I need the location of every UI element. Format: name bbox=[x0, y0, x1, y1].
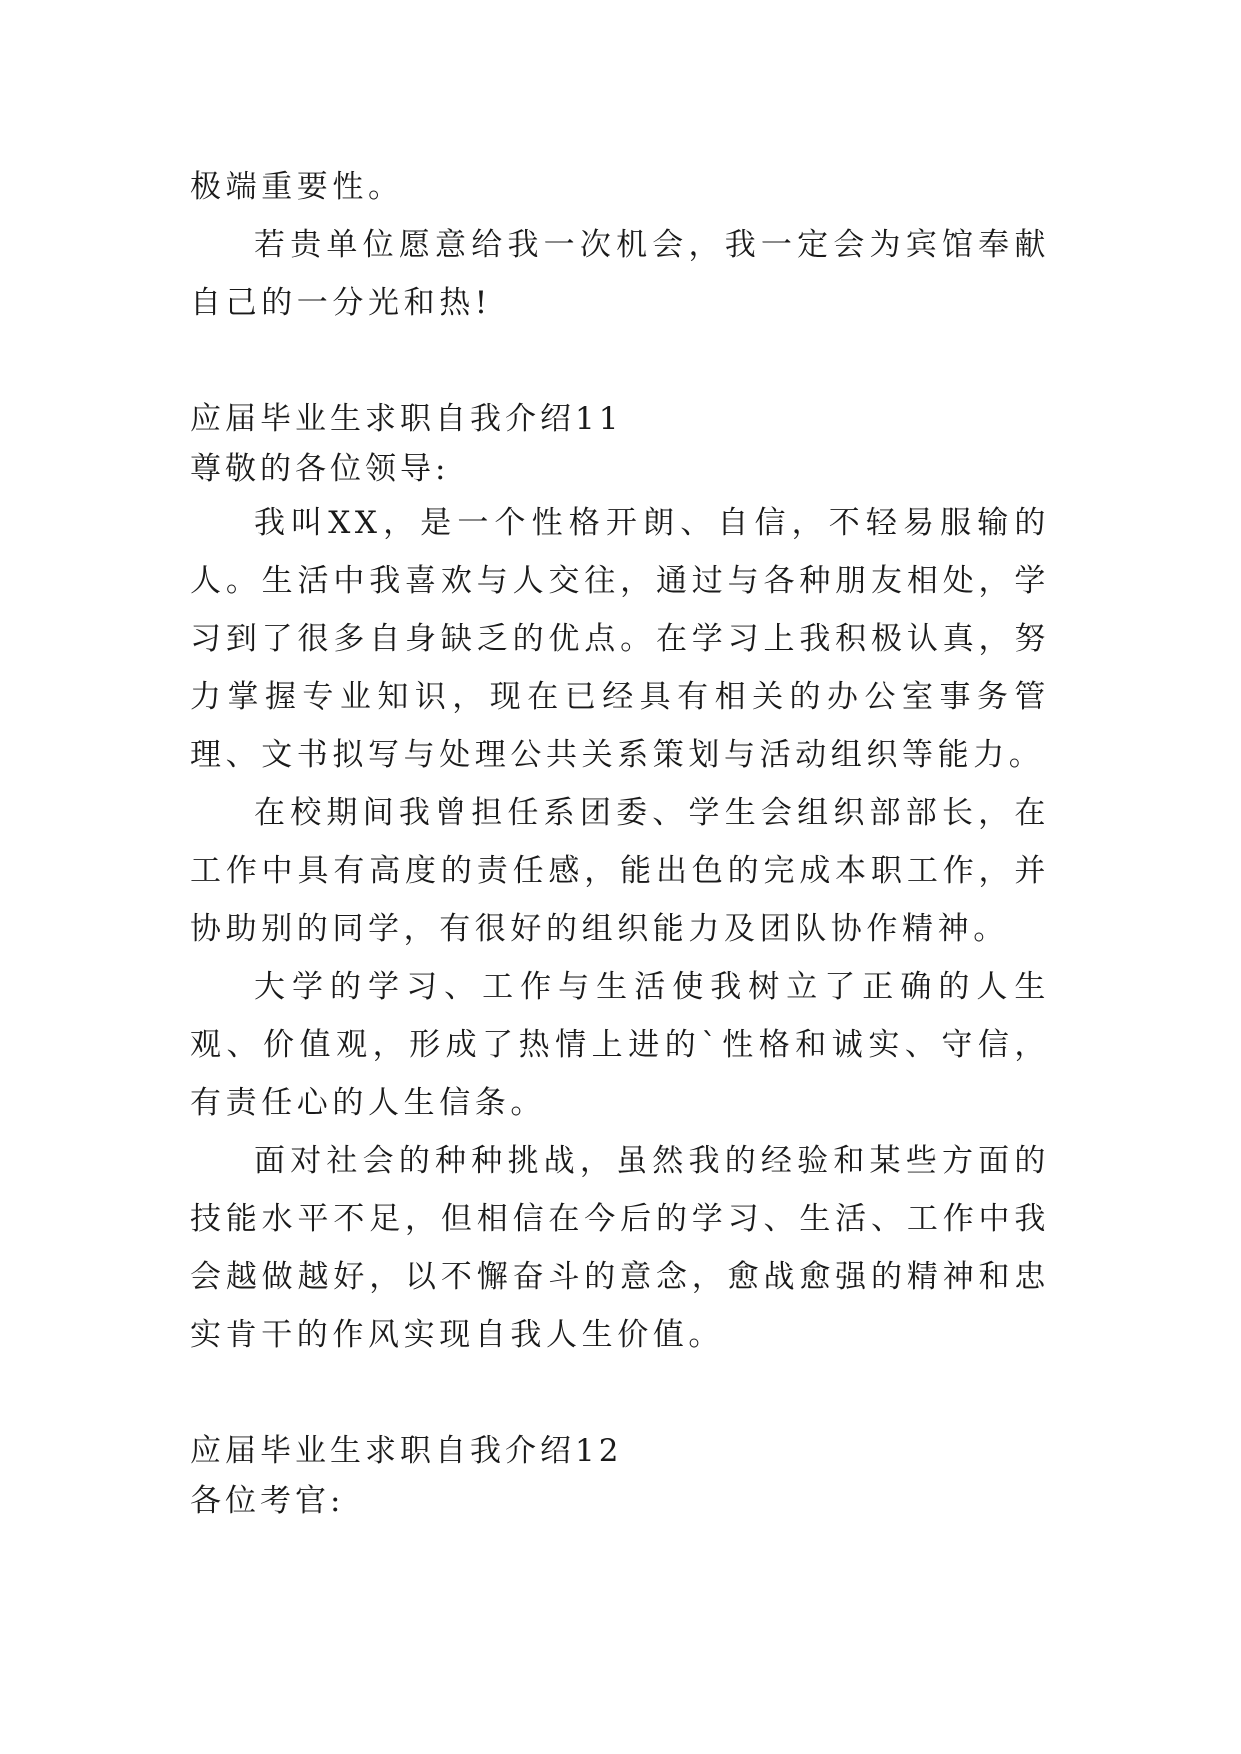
paragraph-challenges: 面对社会的种种挑战，虽然我的经验和某些方面的技能水平不足，但相信在今后的学习、生活、工作中我会越做越好，以不懈奋斗的意念，愈战愈强的精神和忠实肯干的作风实现自我人生价值。 bbox=[190, 1143, 1050, 1353]
section-title-12: 应届毕业生求职自我介绍12 bbox=[190, 1433, 623, 1469]
paragraph-school: 在校期间我曾担任系团委、学生会组织部部长，在工作中具有高度的责任感，能出色的完成本职工作，并协助别的同学，有很好的组织能力及团队协作精神。 bbox=[190, 795, 1050, 947]
paragraph-values: 大学的学习、工作与生活使我树立了正确的人生观、价值观，形成了热情上进的`性格和诚实、守信，有责任心的人生信条。 bbox=[190, 969, 1050, 1121]
section-title-11: 应届毕业生求职自我介绍11 bbox=[190, 401, 623, 437]
paragraph-intro: 我叫XX，是一个性格开朗、自信，不轻易服输的人。生活中我喜欢与人交往，通过与各种朋友相处，学习到了很多自身缺乏的优点。在学习上我积极认真，努力掌握专业知识，现在已经具有相关的办公室事务管理、文书拟写与处理公共关系策划与活动组织等能力。 bbox=[190, 505, 1050, 773]
document-page bbox=[190, 158, 1050, 1526]
salutation-12: 各位考官: bbox=[190, 1483, 345, 1519]
section-gap bbox=[190, 1364, 1050, 1426]
paragraph-continued: 极端重要性。 bbox=[190, 169, 404, 205]
section-gap bbox=[190, 332, 1050, 394]
paragraph-closing: 若贵单位愿意给我一次机会，我一定会为宾馆奉献自己的一分光和热! bbox=[190, 227, 1050, 321]
salutation-11: 尊敬的各位领导: bbox=[190, 451, 450, 487]
